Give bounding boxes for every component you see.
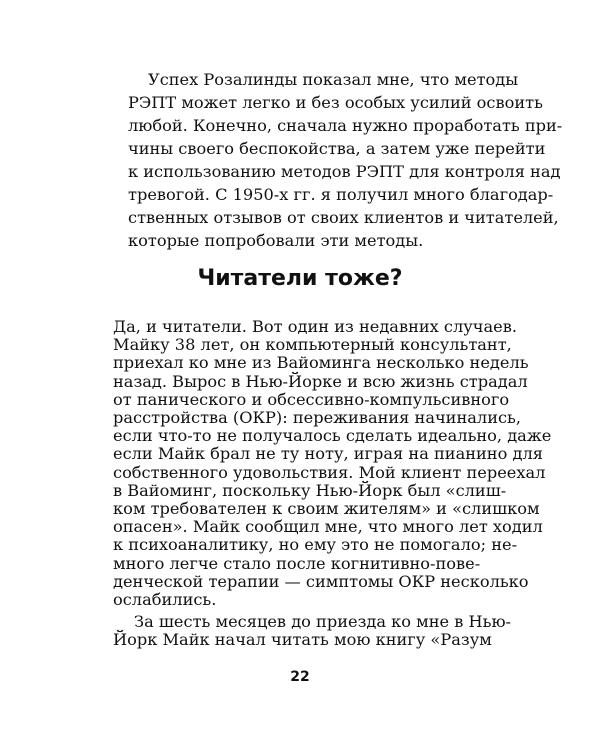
text-line: назад. Вырос в Нью-Йорке и всю жизнь страдал [113,372,528,391]
text-line: Йорк Майк начал читать мою книгу «Разум [113,630,492,649]
section-heading: Читатели тоже? [197,266,403,291]
text-line: Успех Розалинды показал мне, что методы [148,70,519,89]
text-line: Да, и читатели. Вот один из недавних случаев. [113,317,517,336]
text-line: в Вайоминг, поскольку Нью-Йорк был «слиш- [113,481,507,500]
text-line: опасен». Майк сообщил мне, что много лет ходил [113,517,543,536]
text-line: ослабились. [113,590,217,609]
text-line: к психоаналитику, но ему это не помогало; не- [113,535,518,554]
text-line: ком требователен к своим жителям» и «слишком [113,499,540,518]
text-line: много легче стало после когнитивно-пове- [113,554,481,573]
text-line: расстройства (ОКР): переживания начинались, [113,408,522,427]
text-line: от панического и обсессивно-компульсивного [113,390,510,409]
text-line: к использованию методов РЭПТ для контроля над [128,162,561,181]
text-line: если Майк брал не ту ноту, играя на пианино для [113,444,543,463]
text-line: Майку 38 лет, он компьютерный консультант, [113,335,512,354]
text-line: приехал ко мне из Вайоминга несколько недель [113,353,529,372]
text-line: денческой терапии — симптомы ОКР несколько [113,572,529,591]
text-line: которые попробовали эти методы. [128,231,424,250]
page-number: 22 [290,669,310,685]
text-line: За шесть месяцев до приезда ко мне в Нью- [134,612,512,631]
text-line: любой. Конечно, сначала нужно проработать при- [128,116,563,135]
text-line: РЭПТ может легко и без особых усилий освоить [128,93,543,112]
text-line: ственных отзывов от своих клиентов и читателей, [128,208,559,227]
text-line: собственного удовольствия. Мой клиент переехал [113,463,546,482]
text-line: если что-то не получалось сделать идеально, даже [113,426,552,445]
text-line: чины своего беспокойства, а затем уже перейти [128,139,546,158]
text-line: тревогой. С 1950-х гг. я получил много благодар- [128,185,554,204]
